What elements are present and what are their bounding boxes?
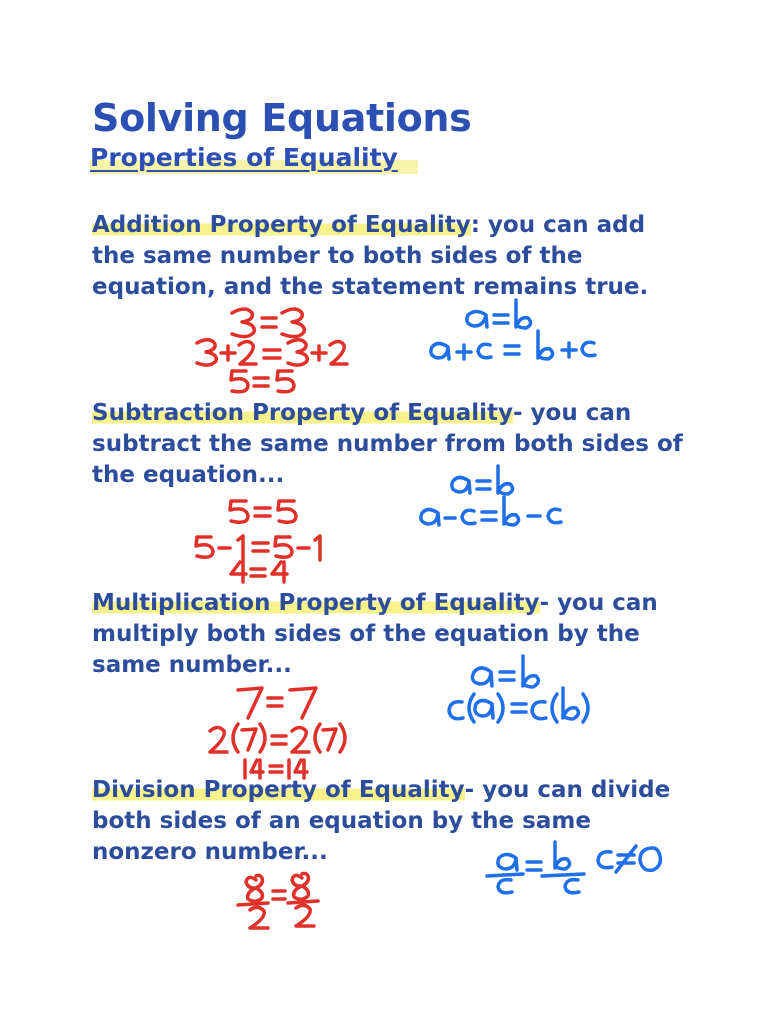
property-description: - you can subtract the same number from both sides of the equation... [92,400,683,488]
multiplication-general-example [449,656,588,722]
division-general-example [487,842,660,893]
property-term: Multiplication Property of Equality [92,590,540,616]
property-term: Division Property of Equality [92,777,465,803]
property-term: Subtraction Property of Equality [92,400,513,426]
property-description: : you can add the same number to both sides of the equation, and the statement remains true. [92,212,649,300]
multiplication-numeric-example [210,688,345,778]
property-term: Addition Property of Equality [92,212,471,238]
addition-numeric-example [197,309,347,392]
subtraction-general-example [421,466,561,525]
addition-general-example [431,300,595,359]
page-title: Solving Equations [92,96,472,140]
subtraction-numeric-example [196,501,320,582]
page-subtitle: Properties of Equality [90,143,398,172]
property-description: - you can multiply both sides of the equation by the same number... [92,590,658,678]
division-numeric-example [238,873,318,928]
property-description: - you can divide both sides of an equation by the same nonzero number... [92,777,671,865]
